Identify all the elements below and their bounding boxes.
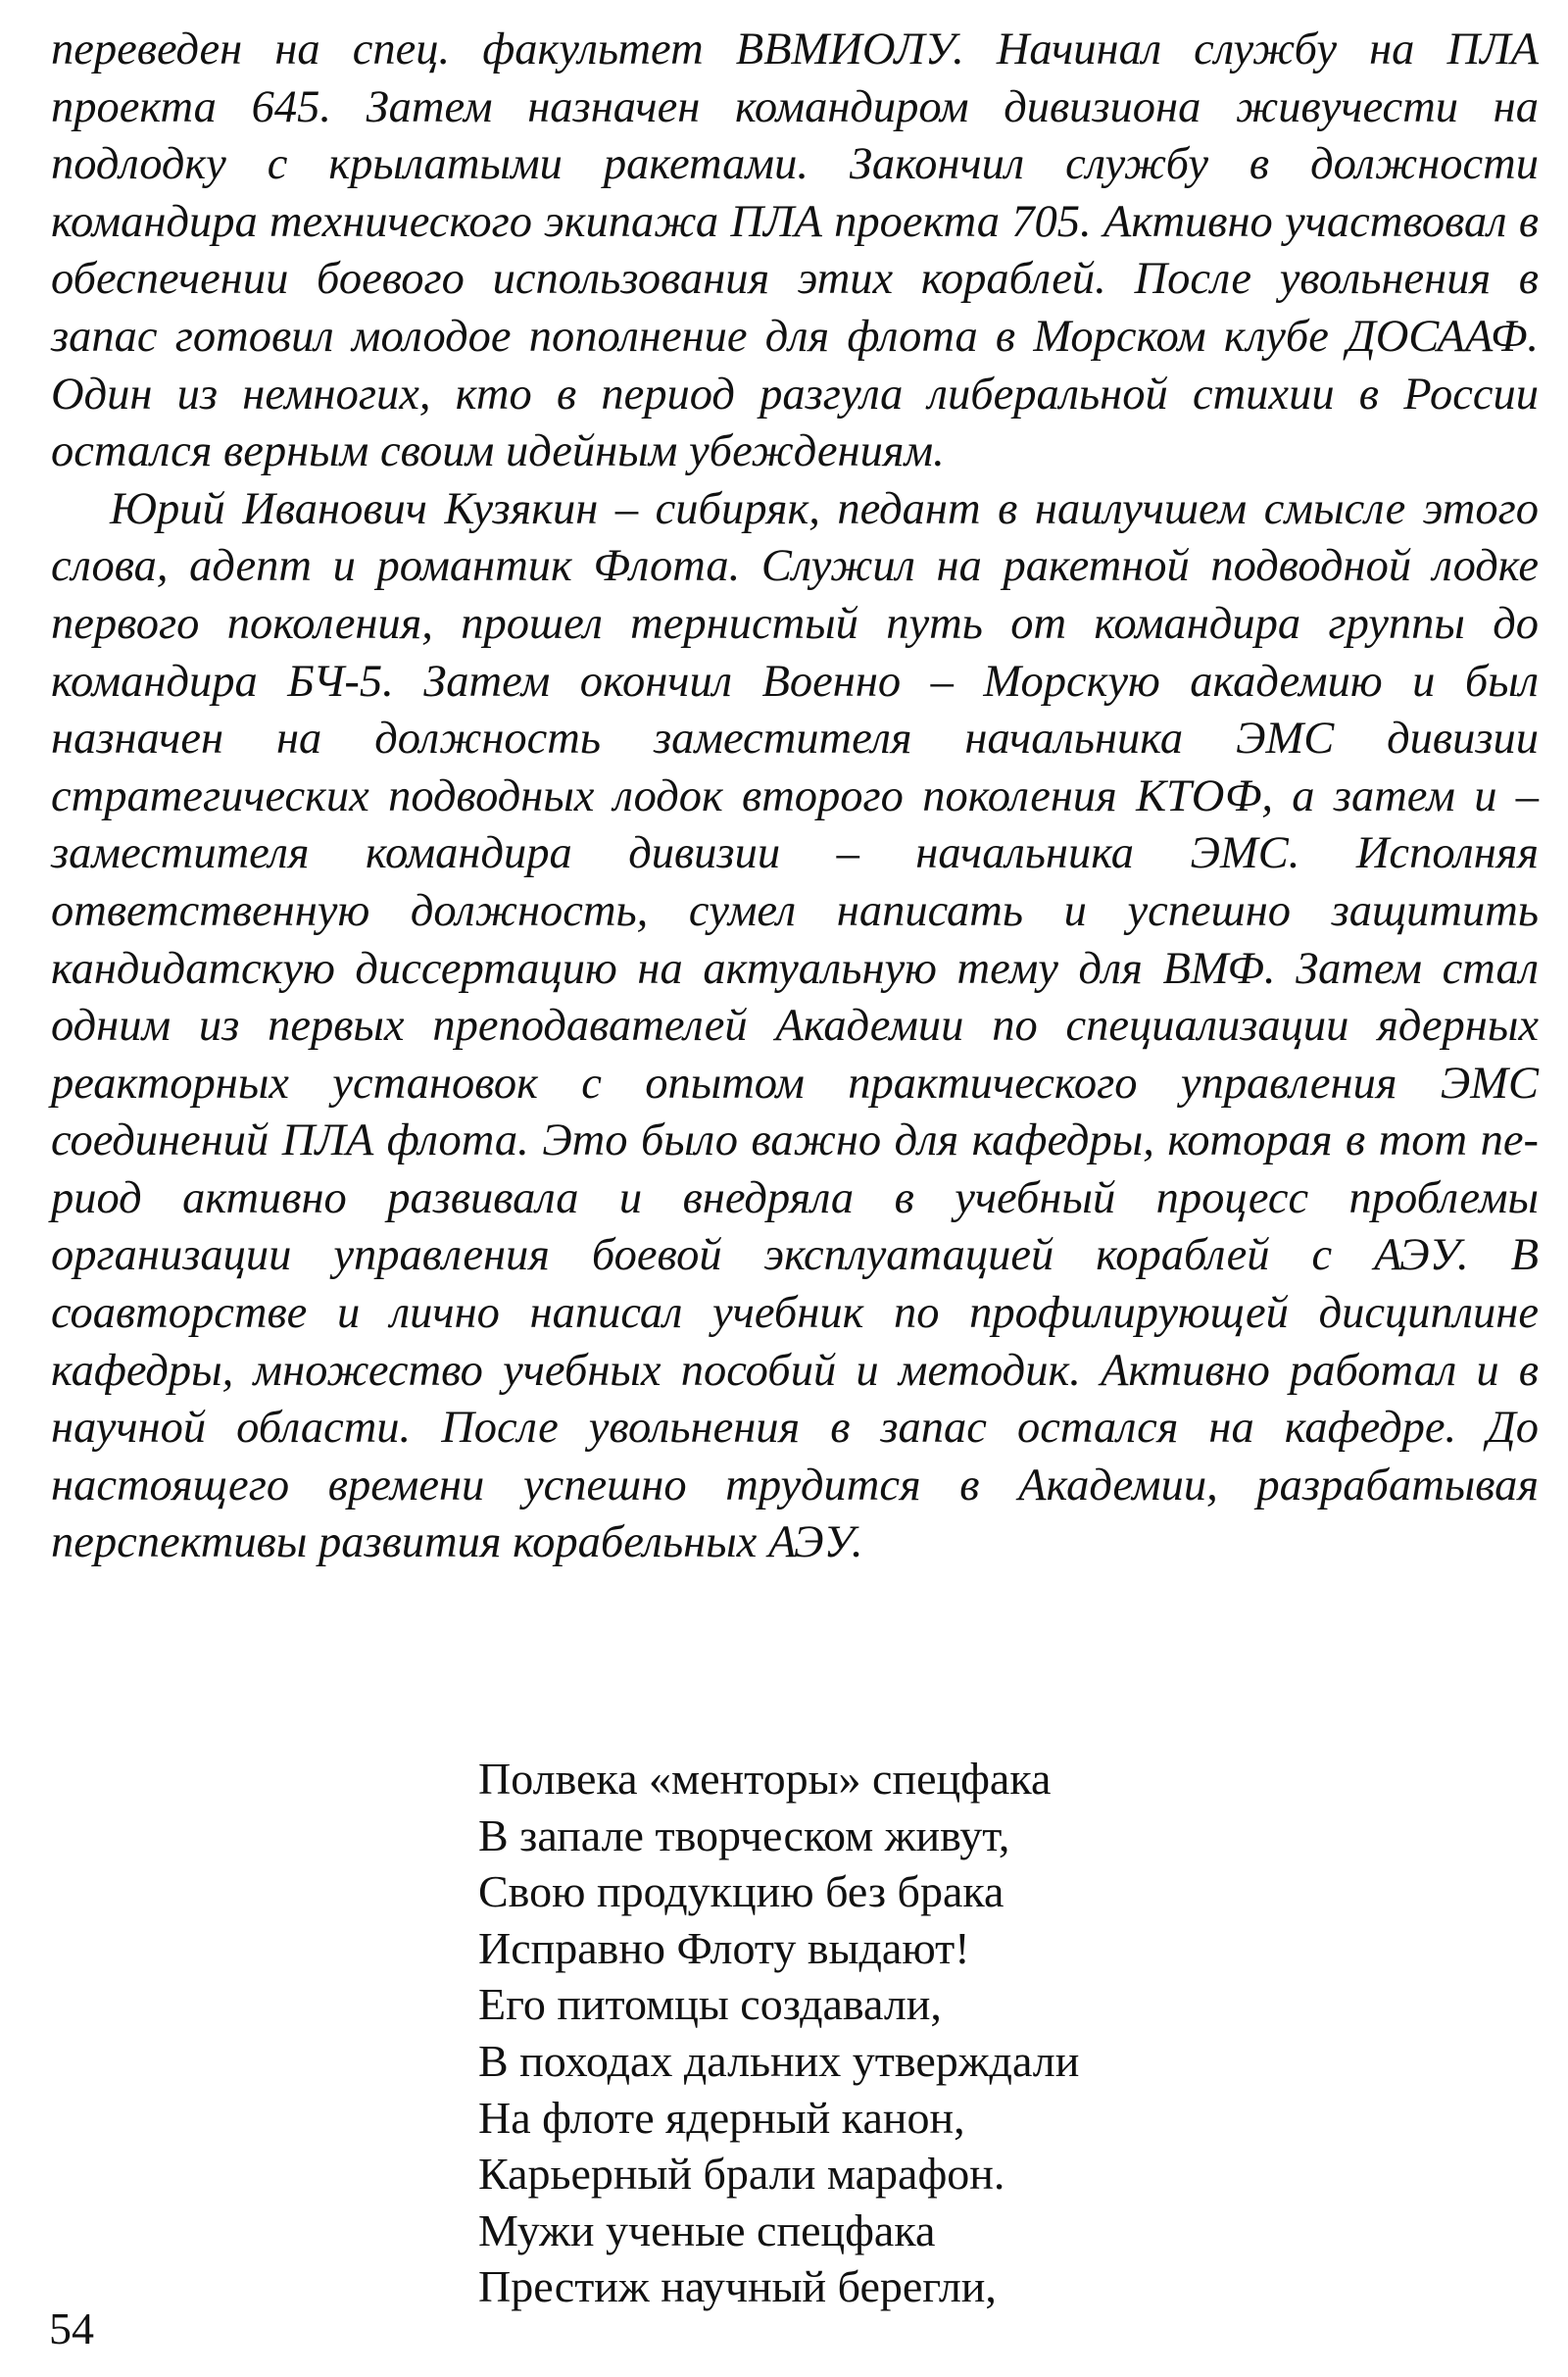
poem-line: Полвека «менторы» спецфака — [478, 1754, 1052, 1804]
poem-line: Его питомцы создавали, — [478, 1979, 942, 2030]
poem-line: В походах дальних утверждали — [478, 2035, 1080, 2086]
prose-block — [51, 22, 1539, 1572]
page-number: 54 — [49, 2303, 94, 2353]
paragraph-continued: переведен на спец. факультет ВВМИОЛУ. Начинал службу на ПЛА проекта 645. Затем назначен командиром дивизиона живучести на подлодку с крылатыми ракетами. Закончил службу в должности командира технического экипажа ПЛА проекта 705. Активно участвовал в обеспечении боевого использования этих кораблей. После увольнения в запас готовил молодое пополнение для флота в Морском клубе ДОСААФ. Один из немногих, кто в период разгула либеральной стихии в России остался верным своим идейным убеждениям. — [51, 25, 1539, 477]
poem-line: Исправно Флоту выдают! — [478, 1922, 970, 1973]
poem-block — [478, 1751, 1458, 2315]
poem-line: Карьерный брали марафон. — [478, 2149, 1005, 2200]
poem-line: Мужи ученые спецфака — [478, 2204, 936, 2255]
poem-line: Престиж научный берегли, — [478, 2261, 997, 2312]
poem-line: Свою продукцию без брака — [478, 1866, 1004, 1917]
paragraph-kuzyakin: Юрий Иванович Кузякин – сибиряк, педант в наилучшем смысле этого слова, адепт и романтик Флота. Служил на ракетной подводной лодке первого поколения, прошел тернистый путь от командира группы до командира БЧ-5. Затем окончил Военно – Морскую академию и был назначен на должность заместителя начальника ЭМС дивизии стратегических подводных лодок второго поколения КТОФ, а затем и – заместителя командира дивизии – начальника ЭМС. Исполняя ответственную должность, сумел написать и успешно защитить кандидатскую диссертацию на актуальную тему для ВМФ. Затем стал одним из первых преподавателей Академии по специализации ядерных реакторных установок с опытом практического управления ЭМС соединений ПЛА флота. Это было важно для кафедры, которая в тот период активно развивала и внедряла в учебный процесс проблемы организации управления боевой эксплуатацией кораблей с АЭУ. В соавторстве и лично написал учебник по профилирующей дисциплине кафедры, множество учебных пособий и методик. Активно работал и в научной области. После увольнения в запас остался на кафедре. До настоящего времени успешно трудится в Академии, разрабатывая перспективы развития корабельных АЭУ. — [51, 483, 1539, 1568]
poem-line: В запале творческом живут, — [478, 1809, 1010, 1860]
poem-line: На флоте ядерный канон, — [478, 2092, 965, 2143]
